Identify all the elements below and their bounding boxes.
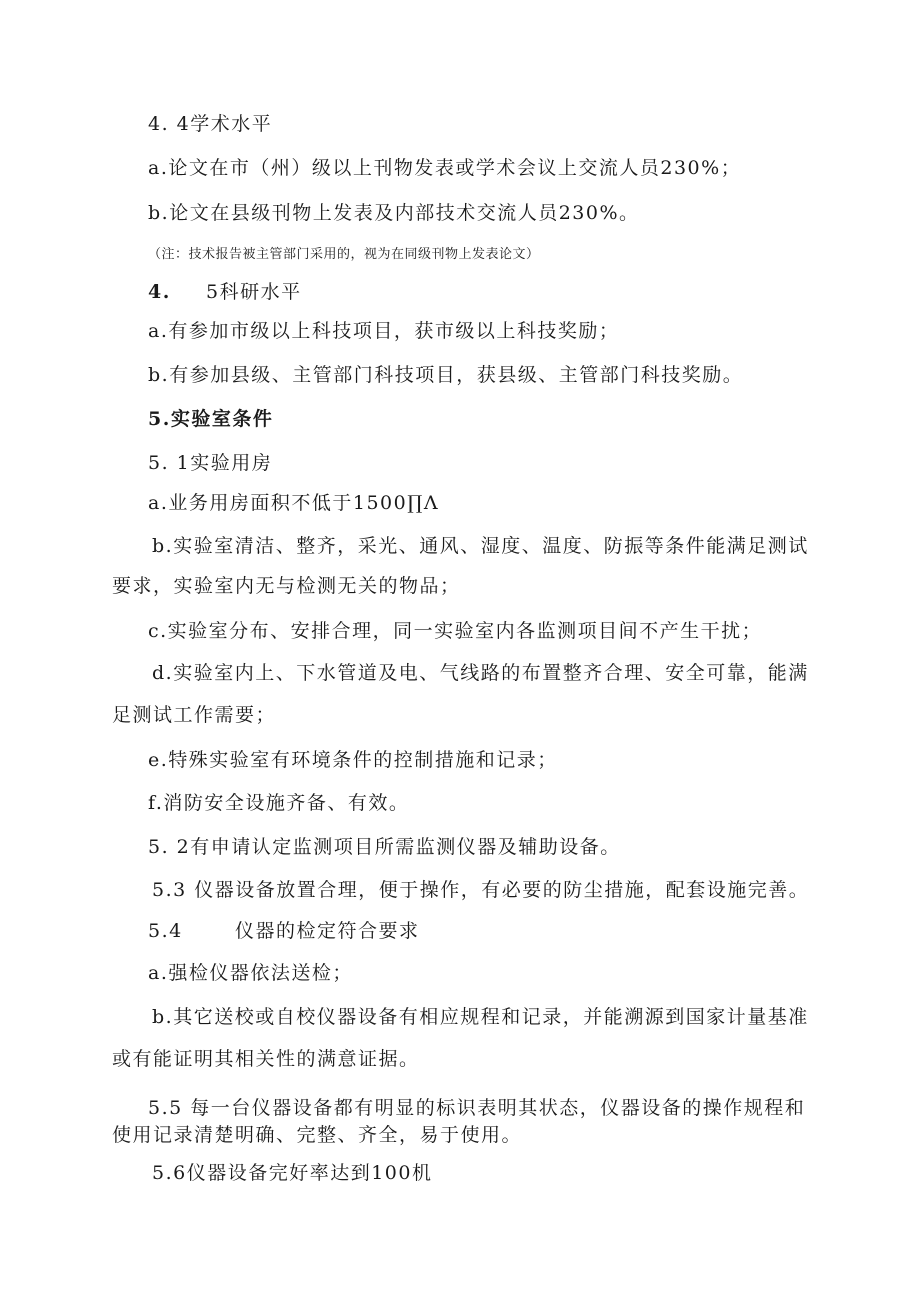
paragraph-4-4-a: a.论文在市（州）级以上刊物发表或学术会议上交流人员230%； <box>148 157 742 179</box>
paragraph-4-5-b: b.有参加县级、主管部门科技项目，获县级、主管部门科技奖励。 <box>148 364 744 386</box>
paragraph-5-4-b-line2: 或有能证明其相关性的满意证据。 <box>112 1048 420 1070</box>
heading-5-6: 5.6仪器设备完好率达到100机 <box>152 1162 433 1184</box>
heading-4-5-number: 4. <box>148 281 171 303</box>
heading-5-4-title: 仪器的检定符合要求 <box>235 920 420 942</box>
paragraph-5-1-b-line1: b.实验室清洁、整齐，采光、通风、湿度、温度、防振等条件能满足测试 <box>152 535 809 557</box>
paragraph-5-1-c: c.实验室分布、安排合理，同一实验室内各监测项目间不产生干扰； <box>148 620 763 642</box>
note: （注：技术报告被主管部门采用的，视为在同级刊物上发表论文） <box>148 247 540 262</box>
paragraph-5-1-e: e.特殊实验室有环境条件的控制措施和记录； <box>148 749 558 771</box>
heading-4-5-title: 5科研水平 <box>206 281 302 303</box>
paragraph-5-1-d-line1: d.实验室内上、下水管道及电、气线路的布置整齐合理、安全可靠，能满 <box>152 662 809 684</box>
heading-5-3: 5.3 仪器设备放置合理，便于操作，有必要的防尘措施，配套设施完善。 <box>152 879 810 901</box>
paragraph-5-1-a: a.业务用房面积不低于1500∏Λ <box>148 492 440 514</box>
paragraph-5-4-b-line1: b.其它送校或自校仪器设备有相应规程和记录，并能溯源到国家计量基准 <box>152 1006 809 1028</box>
heading-5-1: 5. 1实验用房 <box>148 452 273 474</box>
heading-5-5-line2: 使用记录清楚明确、完整、齐全，易于使用。 <box>112 1124 523 1146</box>
paragraph-5-1-d-line2: 足测试工作需要； <box>112 704 277 726</box>
heading-5-2: 5. 2有申请认定监测项目所需监测仪器及辅助设备。 <box>148 836 621 858</box>
heading-5-5-line1: 5.5 每一台仪器设备都有明显的标识表明其状态，仪器设备的操作规程和 <box>148 1097 806 1119</box>
heading-4-4: 4. 4学术水平 <box>148 113 273 135</box>
paragraph-5-4-a: a.强检仪器依法送检； <box>148 962 353 984</box>
heading-5-4-number: 5.4 <box>148 920 183 942</box>
heading-5: 5.实验室条件 <box>148 408 274 430</box>
paragraph-4-4-b: b.论文在县级刊物上发表及内部技术交流人员230%。 <box>148 202 640 224</box>
paragraph-5-1-f: f.消防安全设施齐备、有效。 <box>148 792 410 814</box>
paragraph-4-5-a: a.有参加市级以上科技项目，获市级以上科技奖励； <box>148 320 620 342</box>
paragraph-5-1-b-line2: 要求，实验室内无与检测无关的物品； <box>112 575 461 597</box>
